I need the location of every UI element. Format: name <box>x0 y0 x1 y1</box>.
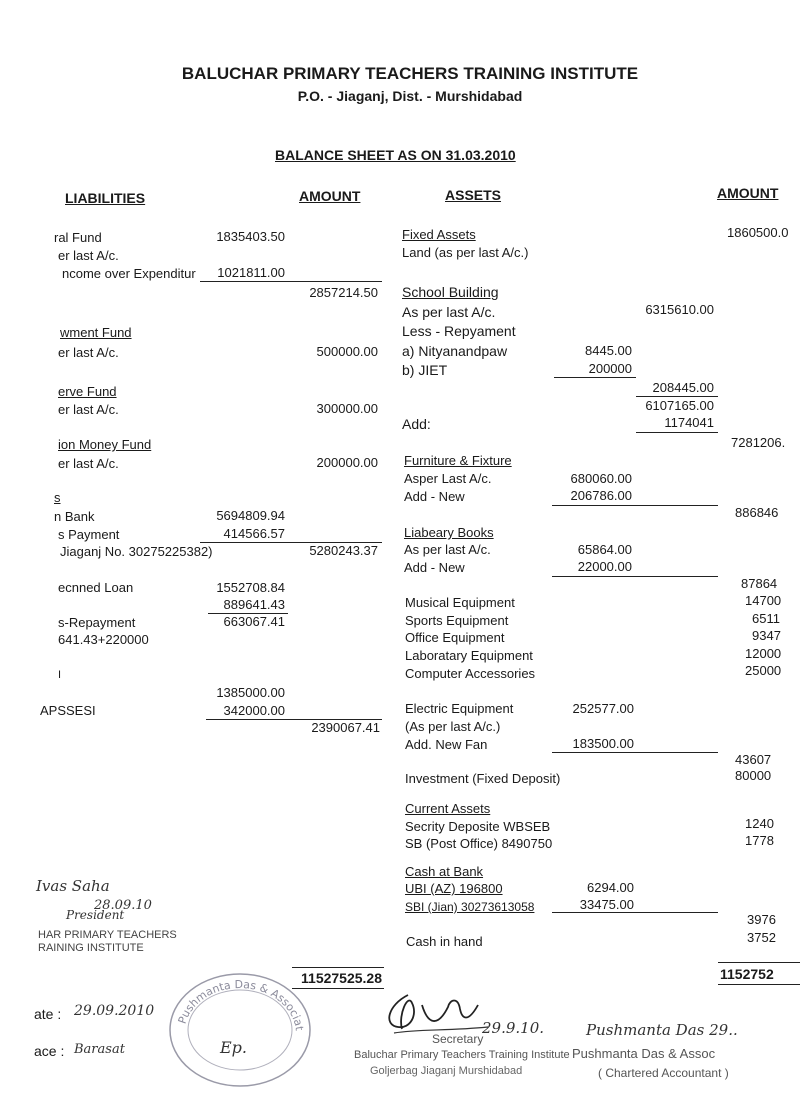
general-fund-total: 2857214.50 <box>309 285 378 300</box>
furniture-asper-label: Asper Last A/c. <box>404 471 492 486</box>
electric-add-label: Add. New Fan <box>405 737 488 752</box>
school-building-asper-label: As per last A/c. <box>402 304 496 320</box>
reserve-fund-sub: er last A/c. <box>58 402 119 417</box>
sbi-label: SBI (Jian) 30273613058 <box>405 900 535 914</box>
endowment-fund-total: 500000.00 <box>316 344 378 359</box>
school-building-b-label: b) JIET <box>402 362 448 378</box>
investment-total: 80000 <box>735 768 772 783</box>
school-building-rule1 <box>554 377 636 378</box>
school-building-asper-value: 6315610.00 <box>645 302 714 317</box>
equipment-label: Computer Accessories <box>405 666 536 681</box>
president-signature: Ivas Saha <box>36 877 110 895</box>
library-asper-label: As per last A/c. <box>404 542 491 557</box>
equipment-label: Sports Equipment <box>405 613 509 628</box>
other-value1: 1385000.00 <box>216 685 285 700</box>
place-value: Barasat <box>74 1042 125 1057</box>
library-label: Liabeary Books <box>404 525 494 540</box>
equipment-value: 25000 <box>745 663 782 678</box>
library-add-label: Add - New <box>404 560 465 575</box>
sanctioned-repay-label: s-Repayment <box>58 615 136 630</box>
library-asper-value: 65864.00 <box>577 542 632 557</box>
equipment-value: 9347 <box>752 628 781 643</box>
equipment-label: Office Equipment <box>405 630 505 645</box>
furniture-label: Furniture & Fixture <box>404 453 512 468</box>
income-over-expenditure-value: 1021811.00 <box>217 265 285 280</box>
school-building-b-value: 200000 <box>588 361 632 376</box>
fixed-assets-sub: Land (as per last A/c.) <box>402 245 529 260</box>
cash-at-bank-rule <box>552 912 718 913</box>
furniture-asper-value: 680060.00 <box>570 471 632 486</box>
loans-label: s <box>54 490 61 505</box>
electric-rule <box>552 752 718 753</box>
school-building-sum-value: 208445.00 <box>652 380 714 395</box>
loans-total: 5280243.37 <box>309 543 378 558</box>
other-value2: 342000.00 <box>223 703 285 718</box>
secretary-org: Baluchar Primary Teachers Training Institute <box>354 1049 570 1061</box>
school-building-net-value: 6107165.00 <box>645 398 714 413</box>
president-title: President <box>66 908 125 922</box>
secretary-date: 29.9.10. <box>482 1019 545 1037</box>
current-assets-label: Current Assets <box>405 801 491 816</box>
sanctioned-repay-value: 663067.41 <box>223 614 285 629</box>
president-org-line1: HAR PRIMARY TEACHERS <box>38 929 177 941</box>
school-building-add-value: 1174041 <box>664 415 714 430</box>
loan-bank-label: n Bank <box>54 509 95 524</box>
liabilities-heading: LIABILITIES <box>65 190 146 206</box>
school-building-label: School Building <box>402 284 499 300</box>
ca-signature: Pushmanta Das 29.. <box>586 1021 738 1039</box>
electric-total: 43607 <box>735 752 772 767</box>
sanctioned-loan-label: ecnned Loan <box>58 580 134 595</box>
other-total: 2390067.41 <box>311 720 380 735</box>
loan-payment-value: 414566.57 <box>223 526 285 541</box>
sb-post-office-label: SB (Post Office) 8490750 <box>405 836 553 851</box>
cash-at-bank-label: Cash at Bank <box>405 864 484 879</box>
income-over-expenditure-label: ncome over Expenditur <box>62 266 196 281</box>
org-name: BALUCHAR PRIMARY TEACHERS TRAINING INSTITUTE <box>181 64 639 83</box>
school-building-total: 7281206. <box>731 435 786 450</box>
general-fund-label: ral Fund <box>54 230 102 245</box>
library-rule <box>552 576 718 577</box>
equipment-value: 12000 <box>745 646 782 661</box>
fixed-assets-total: 1860500.0 <box>727 225 789 240</box>
furniture-total: 886846 <box>735 505 779 520</box>
other-label2: APSSESI <box>40 703 96 718</box>
school-building-a-label: a) Nityanandpaw <box>402 343 508 359</box>
ubi-label: UBI (AZ) 196800 <box>405 881 503 896</box>
initials: Ep. <box>220 1038 248 1057</box>
loan-bank-value: 5694809.94 <box>216 508 285 523</box>
president-date: 28.09.10 <box>94 898 152 913</box>
place-label: ace : <box>34 1043 65 1059</box>
school-building-less-label: Less - Repyament <box>402 323 516 339</box>
sanctioned-loan-value1: 1552708.84 <box>216 580 285 595</box>
cash-in-hand-label: Cash in hand <box>406 934 483 949</box>
liabilities-grand-total: 11527525.28 <box>301 970 382 986</box>
assets-grand-total: 1152752 <box>720 966 774 982</box>
sbi-value: 33475.00 <box>579 897 634 912</box>
stamp-text: Pushmanta Das & Associat <box>175 977 306 1032</box>
caution-money-fund-label: ion Money Fund <box>58 437 152 452</box>
org-address: P.O. - Jiaganj, Dist. - Murshidabad <box>297 88 523 104</box>
general-fund-rule <box>200 281 382 282</box>
security-deposit-value: 1240 <box>745 816 774 831</box>
general-fund-value: 1835403.50 <box>216 229 285 244</box>
reserve-fund-total: 300000.00 <box>316 401 378 416</box>
secretary-address: Goljerbag Jiaganj Murshidabad <box>370 1065 523 1077</box>
ca-firm: Pushmanta Das & Assoc <box>572 1046 716 1061</box>
ubi-value: 6294.00 <box>587 880 634 895</box>
svg-text:Pushmanta Das & Associates <box>160 962 306 1032</box>
school-building-add-label: Add: <box>402 416 431 432</box>
date-label: ate : <box>34 1006 62 1022</box>
library-total: 87864 <box>741 576 778 591</box>
sanctioned-calc: 641.43+220000 <box>58 632 149 647</box>
assets-heading: ASSETS <box>445 187 502 203</box>
caution-money-fund-sub: er last A/c. <box>58 456 119 471</box>
cash-in-hand-total: 3752 <box>747 930 776 945</box>
electric-value: 252577.00 <box>572 701 634 716</box>
loan-account-label: Jiaganj No. 30275225382) <box>60 544 213 559</box>
library-add-value: 22000.00 <box>577 559 632 574</box>
assets-total-rule-top <box>718 962 800 963</box>
general-fund-sub: er last A/c. <box>58 248 119 263</box>
stamp-seal-icon <box>160 962 320 1092</box>
equipment-value: 14700 <box>745 593 782 608</box>
endowment-fund-label: wment Fund <box>60 325 132 340</box>
ca-title: ( Chartered Accountant ) <box>598 1066 729 1080</box>
school-building-a-value: 8445.00 <box>585 343 632 358</box>
date-value: 29.09.2010 <box>74 1003 155 1019</box>
security-deposit-label: Secrity Deposite WBSEB <box>405 819 551 834</box>
electric-add-value: 183500.00 <box>572 736 634 751</box>
assets-amount-heading: AMOUNT <box>717 185 779 201</box>
equipment-value: 6511 <box>752 611 780 626</box>
president-org-line2: RAINING INSTITUTE <box>38 942 144 954</box>
school-building-rule3 <box>636 432 718 433</box>
liabilities-amount-heading: AMOUNT <box>299 188 361 204</box>
furniture-add-value: 206786.00 <box>570 488 632 503</box>
caution-money-fund-total: 200000.00 <box>316 455 378 470</box>
furniture-add-label: Add - New <box>404 489 465 504</box>
investment-label: Investment (Fixed Deposit) <box>405 771 561 786</box>
reserve-fund-label: erve Fund <box>58 384 117 399</box>
equipment-label: Musical Equipment <box>405 595 515 610</box>
loan-payment-label: s Payment <box>58 527 120 542</box>
ca-stamp <box>160 962 320 1092</box>
electric-sub: (As per last A/c.) <box>405 719 501 734</box>
endowment-fund-sub: er last A/c. <box>58 345 119 360</box>
sanctioned-loan-value2: 889641.43 <box>223 597 285 612</box>
other-mark: I <box>58 669 62 681</box>
sheet-title: BALANCE SHEET AS ON 31.03.2010 <box>275 147 516 163</box>
assets-total-rule-bottom <box>718 984 800 985</box>
cash-at-bank-total: 3976 <box>747 912 776 927</box>
fixed-assets-label: Fixed Assets <box>402 227 476 242</box>
school-building-rule2 <box>636 396 718 397</box>
electric-label: Electric Equipment <box>405 701 514 716</box>
equipment-label: Laboratary Equipment <box>405 648 533 663</box>
furniture-rule <box>552 505 718 506</box>
sb-post-office-value: 1778 <box>745 833 774 848</box>
secretary-title: Secretary <box>432 1032 484 1046</box>
